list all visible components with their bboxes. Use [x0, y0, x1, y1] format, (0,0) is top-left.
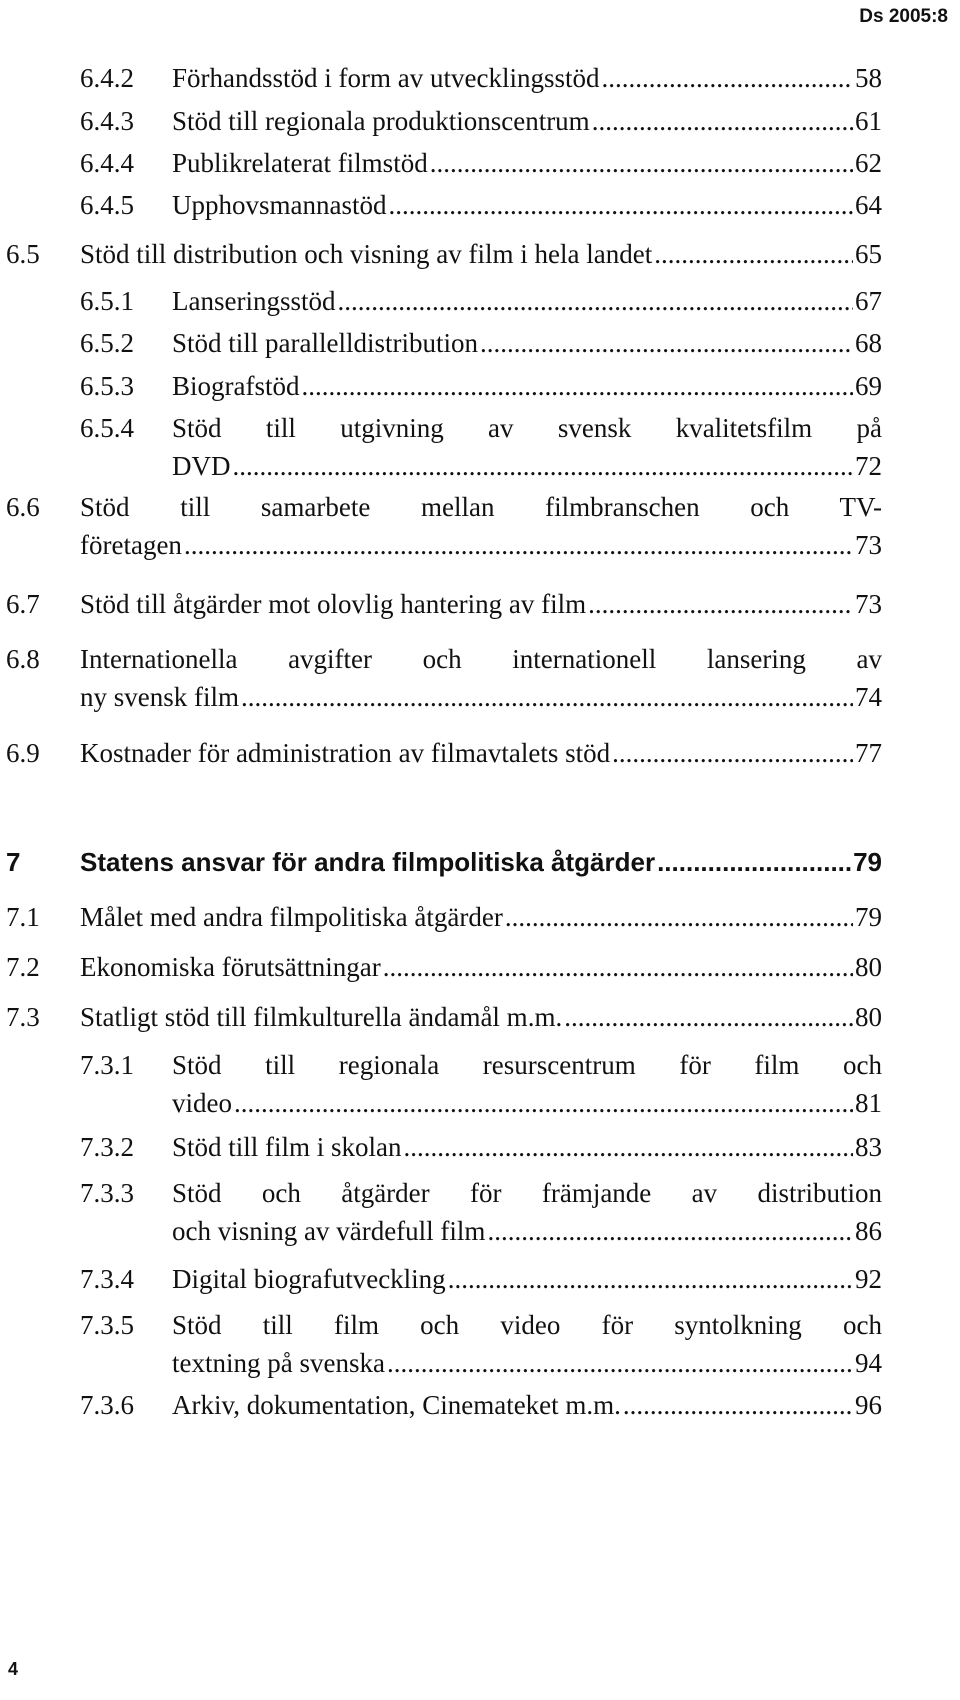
toc-entry-number: 6.5.2 — [80, 328, 134, 358]
toc-entry-title: och visning av värdefull film — [172, 1216, 486, 1246]
toc-entry-page: 80 — [855, 1002, 882, 1032]
toc-entry-title: DVD — [172, 451, 231, 481]
toc-entry-title: Stöd och åtgärder för främjande av distribution — [172, 1178, 882, 1208]
toc-entry-number: 7.1 — [6, 902, 40, 932]
toc-entry-title: Biografstöd — [172, 371, 300, 401]
toc-entry-title: Stöd till åtgärder mot olovlig hantering av film — [80, 589, 587, 619]
toc-entry-number: 6.5.4 — [80, 413, 134, 443]
toc-entry-number: 7.3.5 — [80, 1310, 134, 1340]
toc-entry-number: 6.4.5 — [80, 190, 134, 220]
toc-entry-number: 6.9 — [6, 738, 40, 768]
toc-entry-page: 72 — [855, 451, 882, 481]
dot-leader — [612, 734, 853, 772]
dot-leader — [302, 367, 854, 405]
toc-entry-title: textning på svenska — [172, 1348, 385, 1378]
toc-entry-number: 7.3 — [6, 1002, 40, 1032]
toc-entry-title: Stöd till parallelldistribution — [172, 328, 478, 358]
toc-entry-title: företagen — [80, 530, 182, 560]
toc-entry-title: ny svensk film — [80, 682, 239, 712]
dot-leader — [383, 948, 853, 986]
dot-leader — [592, 102, 853, 140]
toc-entry-title: Stöd till film i skolan — [172, 1132, 402, 1162]
dot-leader — [241, 678, 853, 716]
toc-entry-number: 7.3.2 — [80, 1132, 134, 1162]
toc-entry-number: 6.5.1 — [80, 286, 134, 316]
toc-entry-page: 80 — [855, 952, 882, 982]
dot-leader — [234, 1084, 853, 1122]
dot-leader — [505, 898, 853, 936]
dot-leader — [588, 585, 853, 623]
toc-entry-title: Arkiv, dokumentation, Cinemateket m.m. — [172, 1390, 621, 1420]
toc-entry-number: 7.3.4 — [80, 1264, 134, 1294]
dot-leader — [623, 1386, 853, 1424]
page-number: 4 — [8, 1659, 19, 1679]
toc-entry-page: 96 — [855, 1390, 882, 1420]
dot-leader — [430, 144, 853, 182]
toc-entry-page: 81 — [855, 1088, 882, 1118]
document-id-header: Ds 2005:8 — [859, 6, 948, 27]
toc-entry-title: Stöd till distribution och visning av film i hela landet — [80, 239, 653, 269]
toc-entry-page: 79 — [853, 847, 882, 877]
toc-entry-number: 6.4.2 — [80, 63, 134, 93]
dot-leader — [404, 1128, 853, 1166]
dot-leader — [233, 447, 854, 485]
toc-entry-title: Upphovsmannastöd — [172, 190, 387, 220]
toc-entry-title: Ekonomiska förutsättningar — [80, 952, 381, 982]
toc-entry-page: 69 — [855, 371, 882, 401]
toc-entry-title: Kostnader för administration av filmavtalets stöd — [80, 738, 611, 768]
toc-entry-page: 64 — [855, 190, 882, 220]
dot-leader — [657, 843, 851, 881]
toc-entry-page: 77 — [855, 738, 882, 768]
toc-entry-page: 74 — [855, 682, 882, 712]
toc-entry-page: 73 — [855, 530, 882, 560]
toc-entry-page: 65 — [855, 239, 882, 269]
dot-leader — [387, 1344, 853, 1382]
dot-leader — [184, 526, 853, 564]
toc-entry-number: 7 — [6, 847, 21, 877]
toc-entry-title: Förhandsstöd i form av utvecklingsstöd — [172, 63, 600, 93]
toc-entry-number: 6.5.3 — [80, 371, 134, 401]
dot-leader — [480, 324, 853, 362]
toc-entry-page: 61 — [855, 106, 882, 136]
toc-entry-title: Internationella avgifter och internationell lansering av — [80, 644, 882, 674]
toc-entry-title: Stöd till regionala produktionscentrum — [172, 106, 590, 136]
toc-entry-page: 62 — [855, 148, 882, 178]
toc-entry-title: Målet med andra filmpolitiska åtgärder — [80, 902, 503, 932]
toc-entry-page: 67 — [855, 286, 882, 316]
toc-entry-number: 6.4.3 — [80, 106, 134, 136]
toc-entry-page: 86 — [855, 1216, 882, 1246]
toc-entry-number: 7.3.6 — [80, 1390, 134, 1420]
dot-leader — [564, 998, 853, 1036]
toc-entry-title: Stöd till utgivning av svensk kvalitetsfilm på — [172, 413, 882, 443]
toc-entry-number: 6.7 — [6, 589, 40, 619]
toc-entry-page: 79 — [855, 902, 882, 932]
dot-leader — [388, 186, 853, 224]
toc-entry-title: video — [172, 1088, 232, 1118]
toc-entry-number: 7.2 — [6, 952, 40, 982]
toc-entry-title: Stöd till samarbete mellan filmbranschen och TV- — [80, 492, 882, 522]
dot-leader — [487, 1212, 853, 1250]
toc-entry-page: 58 — [855, 63, 882, 93]
toc-entry-page: 92 — [855, 1264, 882, 1294]
dot-leader — [448, 1260, 853, 1298]
toc-entry-title: Stöd till regionala resurscentrum för film och — [172, 1050, 882, 1080]
dot-leader — [654, 235, 853, 273]
dot-leader — [601, 59, 853, 97]
toc-entry-title: Statens ansvar för andra filmpolitiska åtgärder — [80, 847, 656, 877]
toc-entry-title: Digital biografutveckling — [172, 1264, 446, 1294]
toc-entry-number: 6.5 — [6, 239, 40, 269]
dot-leader — [337, 282, 853, 320]
toc-entry-number: 6.4.4 — [80, 148, 134, 178]
toc-entry-title: Statligt stöd till filmkulturella ändamål m.m. — [80, 1002, 563, 1032]
toc-entry-page: 73 — [855, 589, 882, 619]
toc-entry-title: Lanseringsstöd — [172, 286, 336, 316]
toc-entry-number: 6.6 — [6, 492, 40, 522]
toc-entry-page: 94 — [855, 1348, 882, 1378]
toc-entry-number: 7.3.3 — [80, 1178, 134, 1208]
toc-entry-title: Stöd till film och video för syntolkning och — [172, 1310, 882, 1340]
toc-entry-number: 7.3.1 — [80, 1050, 134, 1080]
toc-entry-title: Publikrelaterat filmstöd — [172, 148, 428, 178]
toc-entry-page: 68 — [855, 328, 882, 358]
toc-entry-number: 6.8 — [6, 644, 40, 674]
toc-entry-page: 83 — [855, 1132, 882, 1162]
